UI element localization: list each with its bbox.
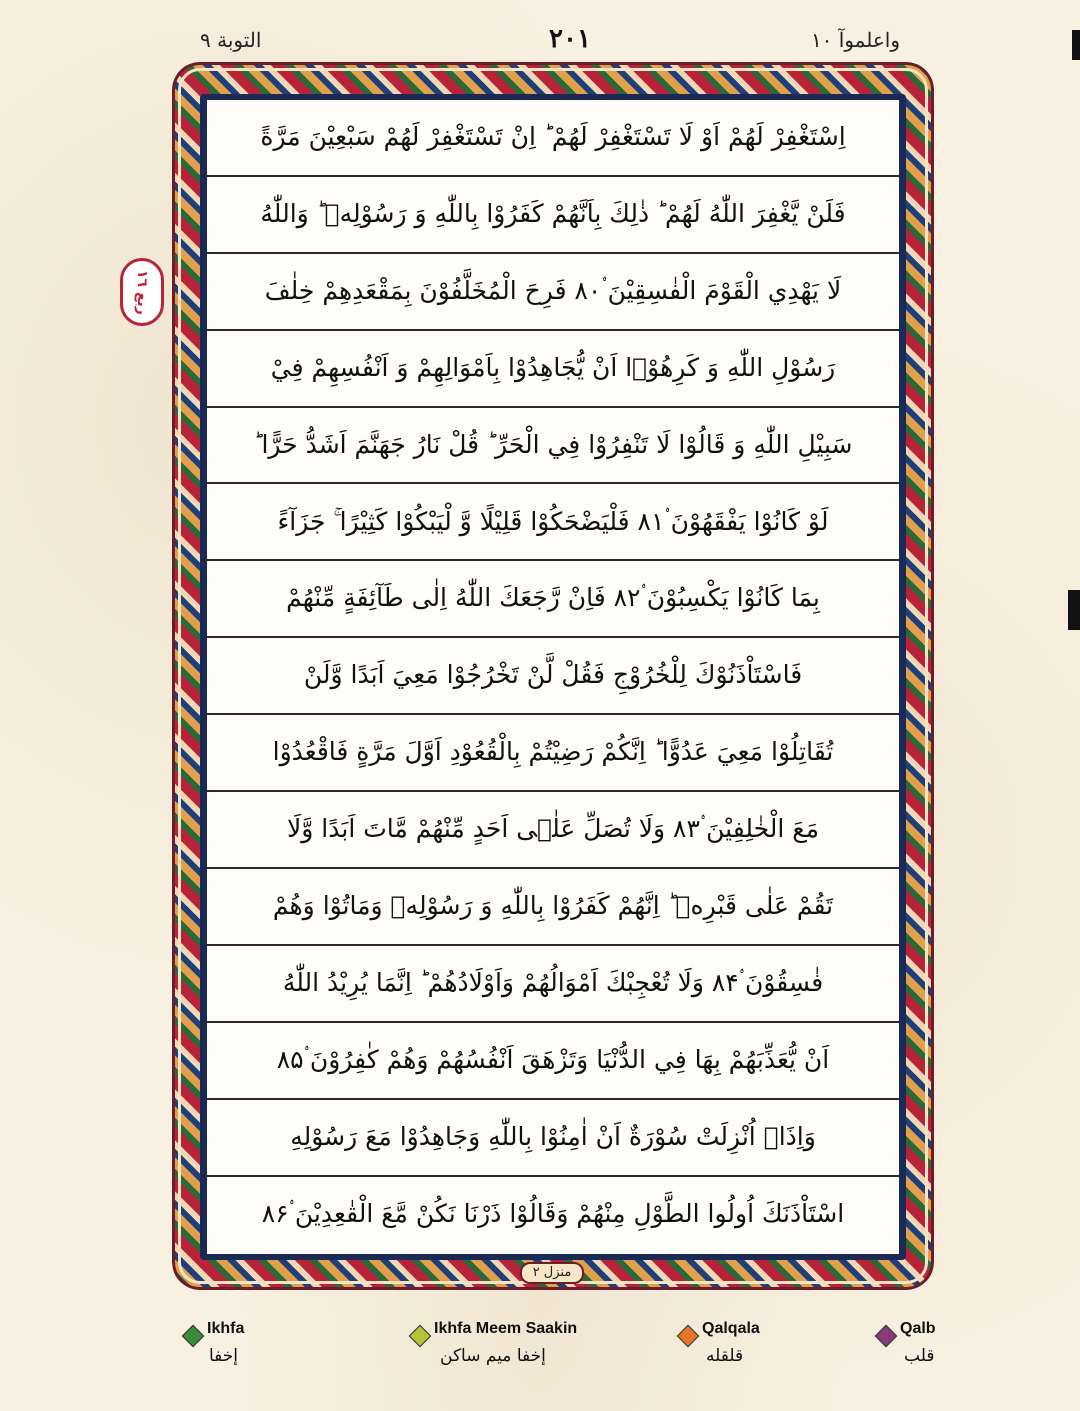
text-line: لَوْ كَانُوْا يَفْقَهُوْنَ ۟۸۱ فَلْيَضْحَكُوْا قَلِيْلًا وَّ لْيَبْكُوْا كَثِيْرًا ۚ جَزَآءً — [207, 485, 899, 562]
legend-label: Qalb — [900, 1320, 936, 1337]
text-line: سَبِيْلِ اللّٰهِ وَ قَالُوْا لَا تَنْفِرُوْا فِي الْحَرِّ ؕ قُلْ نَارُ جَهَنَّمَ اَشَدُّ حَرًّا ؕ — [207, 408, 899, 485]
tajweed-legend — [0, 1320, 1080, 1410]
legend-arabic: قلب — [904, 1346, 935, 1366]
text-line: اَنْ يُّعَذِّبَهُمْ بِهَا فِي الدُّنْيَا وَتَزْهَقَ اَنْفُسُهُمْ وَهُمْ كٰفِرُوْنَ ۟۸۵ — [207, 1023, 899, 1100]
diamond-icon — [677, 1325, 700, 1348]
legend-arabic: قلقله — [706, 1346, 744, 1366]
legend-label: Ikhfa Meem Saakin — [434, 1320, 578, 1337]
quran-text-panel — [207, 100, 899, 1254]
text-line: رَسُوْلِ اللّٰهِ وَ كَرِهُوْۤا اَنْ يُّجَاهِدُوْا بِاَمْوَالِهِمْ وَ اَنْفُسِهِمْ فِيْ — [207, 331, 899, 408]
edge-mark — [1068, 590, 1080, 630]
text-line: تُقَاتِلُوْا مَعِيَ عَدُوًّا ؕ اِنَّكُمْ رَضِيْتُمْ بِالْقُعُوْدِ اَوَّلَ مَرَّةٍ فَاقْعُدُوْا — [207, 715, 899, 792]
text-line: فَاسْتَاْذَنُوْكَ لِلْخُرُوْجِ فَقُلْ لَّنْ تَخْرُجُوْا مَعِيَ اَبَدًا وَّلَنْ — [207, 638, 899, 715]
diamond-icon — [875, 1325, 898, 1348]
text-line: تَقُمْ عَلٰى قَبْرِهٖ ؕ اِنَّهُمْ كَفَرُوْا بِاللّٰهِ وَ رَسُوْلِهٖ وَمَاتُوْا وَهُمْ — [207, 869, 899, 946]
text-line: فَلَنْ يَّغْفِرَ اللّٰهُ لَهُمْ ؕ ذٰلِكَ بِاَنَّهُمْ كَفَرُوْا بِاللّٰهِ وَ رَسُوْلِهٖ ؕ وَاللّٰهُ — [207, 177, 899, 254]
text-line: فٰسِقُوْنَ ۟۸۴ وَلَا تُعْجِبْكَ اَمْوَالُهُمْ وَاَوْلَادُهُمْ ؕ اِنَّمَا يُرِيْدُ اللّٰهُ — [207, 946, 899, 1023]
legend-label: Qalqala — [702, 1320, 760, 1337]
surah-name: التوبة ٩ — [200, 28, 262, 52]
page-number: ٢٠١ — [549, 24, 591, 54]
legend-label: Ikhfa — [207, 1320, 245, 1337]
legend-arabic: إخفا ميم ساكن — [440, 1346, 546, 1366]
text-line: مَعَ الْخٰلِفِيْنَ ۟۸۳ وَلَا تُصَلِّ عَلٰۤى اَحَدٍ مِّنْهُمْ مَّاتَ اَبَدًا وَّلَا — [207, 792, 899, 869]
manzil-marker: منزل ٢ — [520, 1262, 584, 1284]
edge-mark — [1072, 30, 1080, 60]
diamond-icon — [409, 1325, 432, 1348]
juz-name: واعلموآ ١٠ — [810, 28, 900, 52]
text-line: وَاِذَاۤ اُنْزِلَتْ سُوْرَةٌ اَنْ اٰمِنُوْا بِاللّٰهِ وَجَاهِدُوْا مَعَ رَسُوْلِهِ — [207, 1100, 899, 1177]
text-line: اِسْتَغْفِرْ لَهُمْ اَوْ لَا تَسْتَغْفِرْ لَهُمْ ؕ اِنْ تَسْتَغْفِرْ لَهُمْ سَبْعِيْنَ مَرَّةً — [207, 100, 899, 177]
legend-arabic: إخفا — [209, 1346, 239, 1366]
diamond-icon — [182, 1325, 205, 1348]
rub-marker: ربع ١٦ — [120, 258, 164, 326]
text-line: بِمَا كَانُوْا يَكْسِبُوْنَ ۟۸۲ فَاِنْ رَّجَعَكَ اللّٰهُ اِلٰى طَآئِفَةٍ مِّنْهُمْ — [207, 561, 899, 638]
text-line: لَا يَهْدِي الْقَوْمَ الْفٰسِقِيْنَ ۟۸۰ فَرِحَ الْمُخَلَّفُوْنَ بِمَقْعَدِهِمْ خِلٰفَ — [207, 254, 899, 331]
page-header — [0, 20, 1080, 60]
text-line: اسْتَاْذَنَكَ اُولُوا الطَّوْلِ مِنْهُمْ وَقَالُوْا ذَرْنَا نَكُنْ مَّعَ الْقٰعِدِيْنَ ۟۸۶ — [261, 1198, 845, 1228]
